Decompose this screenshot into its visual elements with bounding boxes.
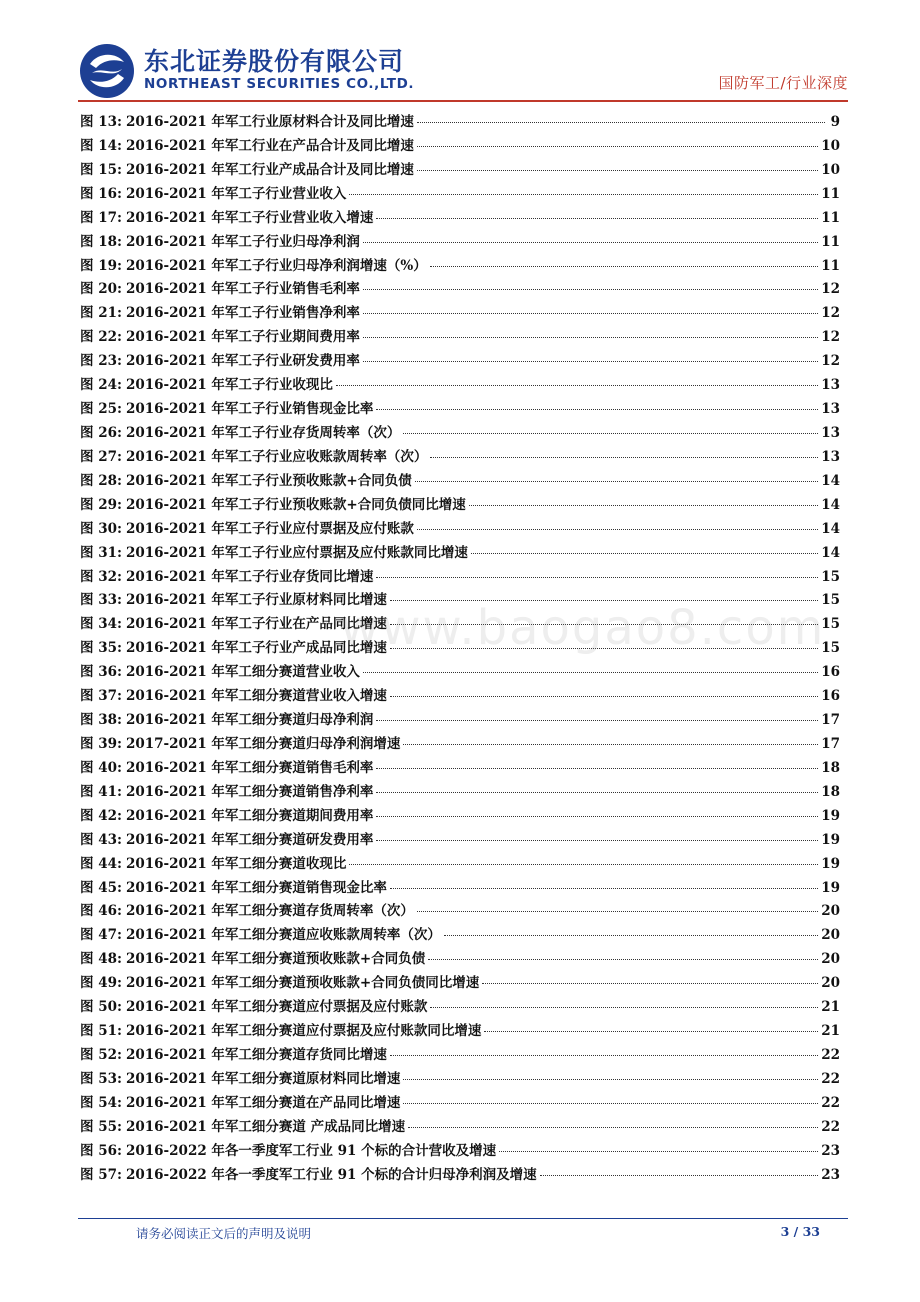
toc-leader-dots [408, 1127, 818, 1128]
toc-entry-label: 图 26: [80, 424, 122, 441]
toc-entry[interactable] [80, 445, 840, 469]
toc-leader-dots [376, 409, 818, 410]
toc-leader-dots [403, 1103, 818, 1104]
toc-entry[interactable] [80, 899, 840, 923]
toc-entry-title: 2016-2021 年军工细分赛道存货周转率（次） [125, 903, 414, 920]
toc-entry-page: 18 [821, 759, 840, 776]
toc-entry[interactable] [80, 110, 840, 134]
toc-entry-label: 图 25: [80, 401, 122, 418]
toc-entry-label: 图 42: [80, 807, 122, 824]
toc-entry[interactable] [80, 876, 840, 900]
toc-leader-dots [430, 457, 818, 458]
toc-entry-page: 21 [821, 1023, 840, 1040]
toc-entry-label: 图 56: [80, 1142, 122, 1159]
toc-entry-page: 20 [821, 903, 840, 920]
toc-leader-dots [363, 242, 818, 243]
toc-entry-label: 图 23: [80, 353, 122, 370]
toc-entry-page: 15 [821, 592, 840, 609]
toc-entry-label: 图 21: [80, 305, 122, 322]
toc-entry-page: 13 [821, 448, 840, 465]
toc-entry-title: 2016-2021 年军工行业原材料合计及同比增速 [125, 114, 414, 130]
toc-entry-page: 14 [821, 496, 840, 513]
toc-entry[interactable] [80, 636, 840, 660]
toc-entry[interactable] [80, 254, 840, 278]
toc-entry-label: 图 17: [80, 209, 122, 226]
toc-entry-page: 13 [821, 424, 840, 441]
toc-entry[interactable] [80, 301, 840, 325]
toc-entry-label: 图 57: [80, 1166, 122, 1183]
toc-entry[interactable] [80, 708, 840, 732]
toc-leader-dots [376, 218, 818, 219]
toc-entry-label: 图 15: [80, 161, 122, 178]
toc-leader-dots [376, 768, 818, 769]
toc-entry-label: 图 29: [80, 496, 122, 513]
footer-divider [78, 1218, 848, 1219]
toc-entry[interactable] [80, 1115, 840, 1139]
toc-entry[interactable] [80, 1163, 840, 1187]
toc-entry-title: 2016-2021 年军工子行业销售现金比率 [125, 401, 374, 418]
toc-entry-page: 21 [821, 999, 840, 1016]
toc-entry[interactable] [80, 588, 840, 612]
toc-entry[interactable] [80, 804, 840, 828]
toc-entry-label: 图 22: [80, 329, 122, 346]
toc-entry[interactable] [80, 828, 840, 852]
toc-entry-page: 12 [821, 281, 840, 298]
toc-entry-title: 2016-2021 年军工细分赛道应付票据及应付账款 [125, 999, 428, 1016]
toc-entry-label: 图 20: [80, 281, 122, 298]
toc-leader-dots [540, 1175, 819, 1176]
toc-leader-dots [390, 696, 818, 697]
toc-leader-dots [336, 385, 818, 386]
toc-leader-dots [363, 672, 818, 673]
toc-entry-title: 2016-2021 年军工细分赛道期间费用率 [125, 807, 374, 824]
toc-entry-title: 2016-2021 年军工行业在产品合计及同比增速 [125, 137, 414, 154]
toc-entry-page: 19 [821, 855, 840, 872]
toc-entry-title: 2016-2022 年各一季度军工行业 91 个标的合计归母净利润及增速 [125, 1166, 537, 1183]
toc-leader-dots [376, 792, 818, 793]
toc-entry-page: 13 [821, 377, 840, 394]
toc-entry-page: 16 [821, 688, 840, 705]
toc-entry-page: 13 [821, 401, 840, 418]
toc-entry-title: 2016-2021 年军工细分赛道在产品同比增速 [125, 1094, 401, 1111]
toc-entry[interactable] [80, 373, 840, 397]
toc-entry-page: 22 [821, 1046, 840, 1063]
toc-entry[interactable] [80, 612, 840, 636]
toc-leader-dots [390, 624, 818, 625]
toc-entry-page: 17 [821, 712, 840, 729]
toc-entry-page: 12 [821, 329, 840, 346]
toc-entry-page: 14 [821, 520, 840, 537]
toc-entry-page: 19 [821, 831, 840, 848]
toc-entry[interactable] [80, 277, 840, 301]
toc-leader-dots [349, 194, 818, 195]
toc-entry-title: 2016-2021 年军工子行业营业收入 [125, 185, 347, 202]
toc-entry-label: 图 27: [80, 448, 122, 465]
toc-entry[interactable] [80, 517, 840, 541]
toc-entry[interactable] [80, 1091, 840, 1115]
toc-entry-page: 16 [821, 664, 840, 681]
toc-entry-title: 2016-2021 年军工子行业预收账款+合同负债同比增速 [125, 496, 466, 513]
toc-entry-label: 图 30: [80, 520, 122, 537]
toc-entry[interactable] [80, 397, 840, 421]
toc-entry-page: 20 [821, 951, 840, 968]
toc-leader-dots [471, 553, 818, 554]
toc-entry-label: 图 47: [80, 927, 122, 944]
toc-entry-title: 2016-2021 年军工子行业应付票据及应付账款 [125, 520, 414, 537]
toc-entry-title: 2016-2021 年军工子行业应付票据及应付账款同比增速 [125, 544, 468, 561]
toc-entry[interactable] [80, 469, 840, 493]
toc-leader-dots [428, 959, 818, 960]
toc-entry-label: 图 40: [80, 759, 122, 776]
watermark: www.baogao8.com [340, 600, 826, 656]
company-name-cn: 东北证券股份有限公司 [144, 47, 405, 76]
toc-entry-title: 2016-2021 年军工细分赛道预收账款+合同负债 [125, 951, 426, 968]
toc-leader-dots [499, 1151, 818, 1152]
toc-entry-page: 22 [821, 1118, 840, 1135]
toc-entry-label: 图 55: [80, 1118, 122, 1135]
company-logo-icon [78, 42, 136, 100]
figure-index-list [80, 110, 840, 1186]
toc-entry-label: 图 32: [80, 568, 122, 585]
toc-leader-dots [482, 983, 818, 984]
toc-leader-dots [376, 720, 818, 721]
toc-entry-page: 14 [821, 472, 840, 489]
toc-leader-dots [417, 122, 825, 123]
page-header [78, 38, 848, 98]
toc-leader-dots [484, 1031, 818, 1032]
toc-entry-page: 17 [821, 735, 840, 752]
toc-entry-title: 2016-2021 年军工行业产成品合计及同比增速 [125, 161, 414, 178]
toc-entry[interactable] [80, 995, 840, 1019]
toc-entry-label: 图 54: [80, 1094, 122, 1111]
toc-entry[interactable] [80, 780, 840, 804]
page-number: 3 / 33 [780, 1224, 820, 1239]
toc-leader-dots [363, 289, 818, 290]
toc-entry[interactable] [80, 923, 840, 947]
toc-entry-title: 2016-2021 年军工细分赛道营业收入 [125, 664, 360, 681]
toc-entry[interactable] [80, 158, 840, 182]
toc-entry-page: 22 [821, 1070, 840, 1087]
toc-entry-label: 图 14: [80, 137, 122, 154]
toc-entry-page: 10 [821, 137, 840, 154]
toc-entry-page: 22 [821, 1094, 840, 1111]
toc-entry-label: 图 45: [80, 879, 122, 896]
toc-entry-label: 图 38: [80, 712, 122, 729]
toc-entry[interactable] [80, 660, 840, 684]
toc-leader-dots [390, 600, 818, 601]
toc-entry-page: 19 [821, 879, 840, 896]
toc-entry-label: 图 51: [80, 1023, 122, 1040]
toc-leader-dots [430, 1007, 818, 1008]
toc-entry-title: 2016-2021 年军工子行业应收账款周转率（次） [125, 448, 428, 465]
toc-entry-label: 图 44: [80, 855, 122, 872]
toc-leader-dots [390, 888, 818, 889]
toc-leader-dots [417, 911, 818, 912]
toc-entry-title: 2016-2022 年各一季度军工行业 91 个标的合计营收及增速 [125, 1142, 497, 1159]
toc-entry-page: 15 [821, 640, 840, 657]
toc-leader-dots [417, 170, 818, 171]
toc-entry-title: 2016-2021 年军工子行业在产品同比增速 [125, 616, 387, 633]
toc-entry[interactable] [80, 852, 840, 876]
toc-entry-title: 2016-2021 年军工子行业产成品同比增速 [125, 640, 387, 657]
toc-entry-label: 图 49: [80, 975, 122, 992]
toc-entry-title: 2016-2021 年军工子行业存货周转率（次） [125, 424, 401, 441]
toc-entry-title: 2016-2021 年军工细分赛道原材料同比增速 [125, 1070, 401, 1087]
toc-leader-dots [376, 840, 818, 841]
toc-entry-title: 2016-2021 年军工细分赛道收现比 [125, 855, 347, 872]
toc-entry-title: 2016-2021 年军工细分赛道研发费用率 [125, 831, 374, 848]
toc-leader-dots [390, 648, 818, 649]
toc-leader-dots [363, 337, 818, 338]
toc-entry-label: 图 48: [80, 951, 122, 968]
toc-entry-page: 11 [821, 257, 840, 274]
toc-entry-page: 11 [821, 233, 840, 250]
toc-entry[interactable] [80, 684, 840, 708]
toc-entry[interactable] [80, 947, 840, 971]
toc-entry-page: 12 [821, 305, 840, 322]
toc-entry[interactable] [80, 971, 840, 995]
toc-entry[interactable] [80, 325, 840, 349]
toc-entry-title: 2016-2021 年军工子行业销售毛利率 [125, 281, 360, 298]
toc-entry-label: 图 35: [80, 640, 122, 657]
toc-entry-title: 2016-2021 年军工子行业归母净利润增速（%） [125, 257, 427, 274]
toc-entry-title: 2016-2021 年军工细分赛道存货同比增速 [125, 1046, 387, 1063]
toc-entry-page: 20 [821, 975, 840, 992]
toc-entry[interactable] [80, 1043, 840, 1067]
report-category: 国防军工/行业深度 [718, 74, 848, 92]
toc-entry-label: 图 19: [80, 257, 122, 274]
toc-entry-title: 2016-2021 年军工子行业收现比 [125, 377, 333, 394]
toc-entry-label: 图 46: [80, 903, 122, 920]
toc-entry[interactable] [80, 493, 840, 517]
toc-leader-dots [349, 864, 818, 865]
toc-entry[interactable] [80, 1139, 840, 1163]
toc-entry-page: 23 [821, 1166, 840, 1183]
toc-entry-page: 9 [830, 114, 840, 130]
toc-entry[interactable] [80, 565, 840, 589]
toc-leader-dots [403, 744, 818, 745]
toc-entry-page: 11 [821, 185, 840, 202]
toc-entry-title: 2016-2021 年军工子行业预收账款+合同负债 [125, 472, 412, 489]
toc-entry-title: 2016-2021 年军工细分赛道预收账款+合同负债同比增速 [125, 975, 480, 992]
toc-entry[interactable] [80, 1067, 840, 1091]
toc-entry-title: 2017-2021 年军工细分赛道归母净利润增速 [125, 735, 401, 752]
toc-entry-title: 2016-2021 年军工子行业销售净利率 [125, 305, 360, 322]
toc-entry-title: 2016-2021 年军工子行业期间费用率 [125, 329, 360, 346]
toc-entry-label: 图 43: [80, 831, 122, 848]
toc-entry-label: 图 31: [80, 544, 122, 561]
toc-leader-dots [376, 816, 818, 817]
toc-entry-page: 23 [821, 1142, 840, 1159]
toc-entry[interactable] [80, 756, 840, 780]
toc-entry[interactable] [80, 206, 840, 230]
toc-entry-title: 2016-2021 年军工子行业研发费用率 [125, 353, 360, 370]
toc-entry[interactable] [80, 134, 840, 158]
toc-leader-dots [376, 577, 818, 578]
toc-entry-page: 10 [821, 161, 840, 178]
toc-entry-title: 2016-2021 年军工细分赛道归母净利润 [125, 712, 374, 729]
toc-entry-page: 15 [821, 616, 840, 633]
toc-entry-page: 11 [821, 209, 840, 226]
toc-entry-page: 20 [821, 927, 840, 944]
footer-disclaimer: 请务必阅读正文后的声明及说明 [136, 1226, 312, 1241]
toc-entry[interactable] [80, 732, 840, 756]
toc-entry-label: 图 50: [80, 999, 122, 1016]
toc-entry-title: 2016-2021 年军工子行业存货同比增速 [125, 568, 374, 585]
toc-entry-title: 2016-2021 年军工细分赛道营业收入增速 [125, 688, 387, 705]
toc-leader-dots [363, 361, 818, 362]
toc-leader-dots [403, 433, 818, 434]
toc-entry-label: 图 36: [80, 664, 122, 681]
toc-leader-dots [417, 146, 818, 147]
toc-entry-label: 图 28: [80, 472, 122, 489]
toc-leader-dots [363, 313, 818, 314]
toc-entry-label: 图 53: [80, 1070, 122, 1087]
toc-leader-dots [469, 505, 818, 506]
toc-entry-page: 14 [821, 544, 840, 561]
toc-entry[interactable] [80, 421, 840, 445]
toc-leader-dots [403, 1079, 818, 1080]
toc-leader-dots [444, 935, 818, 936]
toc-entry-label: 图 37: [80, 688, 122, 705]
toc-entry[interactable] [80, 1019, 840, 1043]
toc-entry-page: 12 [821, 353, 840, 370]
toc-entry-label: 图 24: [80, 377, 122, 394]
toc-entry-page: 19 [821, 807, 840, 824]
toc-entry-label: 图 16: [80, 185, 122, 202]
toc-entry-title: 2016-2021 年军工细分赛道应收账款周转率（次） [125, 927, 441, 944]
toc-entry-title: 2016-2021 年军工子行业原材料同比增速 [125, 592, 387, 609]
company-name-en: NORTHEAST SECURITIES CO.,LTD. [144, 76, 415, 92]
toc-leader-dots [415, 481, 818, 482]
toc-entry-page: 18 [821, 783, 840, 800]
toc-entry-title: 2016-2021 年军工子行业营业收入增速 [125, 209, 374, 226]
toc-entry-title: 2016-2021 年军工细分赛道销售现金比率 [125, 879, 387, 896]
toc-entry-title: 2016-2021 年军工细分赛道 产成品同比增速 [125, 1118, 406, 1135]
toc-entry-title: 2016-2021 年军工细分赛道应付票据及应付账款同比增速 [125, 1023, 482, 1040]
toc-entry-title: 2016-2021 年军工细分赛道销售净利率 [125, 783, 374, 800]
toc-leader-dots [390, 1055, 818, 1056]
header-divider [78, 100, 848, 102]
toc-entry-label: 图 34: [80, 616, 122, 633]
toc-entry[interactable] [80, 541, 840, 565]
toc-entry[interactable] [80, 182, 840, 206]
toc-entry-label: 图 13: [80, 114, 122, 130]
toc-entry[interactable] [80, 230, 840, 254]
toc-entry-page: 15 [821, 568, 840, 585]
toc-entry-title: 2016-2021 年军工子行业归母净利润 [125, 233, 360, 250]
toc-entry-label: 图 52: [80, 1046, 122, 1063]
toc-entry-label: 图 39: [80, 735, 122, 752]
toc-entry-label: 图 33: [80, 592, 122, 609]
toc-leader-dots [417, 529, 818, 530]
toc-entry[interactable] [80, 349, 840, 373]
toc-leader-dots [430, 266, 818, 267]
toc-entry-label: 图 18: [80, 233, 122, 250]
toc-entry-label: 图 41: [80, 783, 122, 800]
toc-entry-title: 2016-2021 年军工细分赛道销售毛利率 [125, 759, 374, 776]
